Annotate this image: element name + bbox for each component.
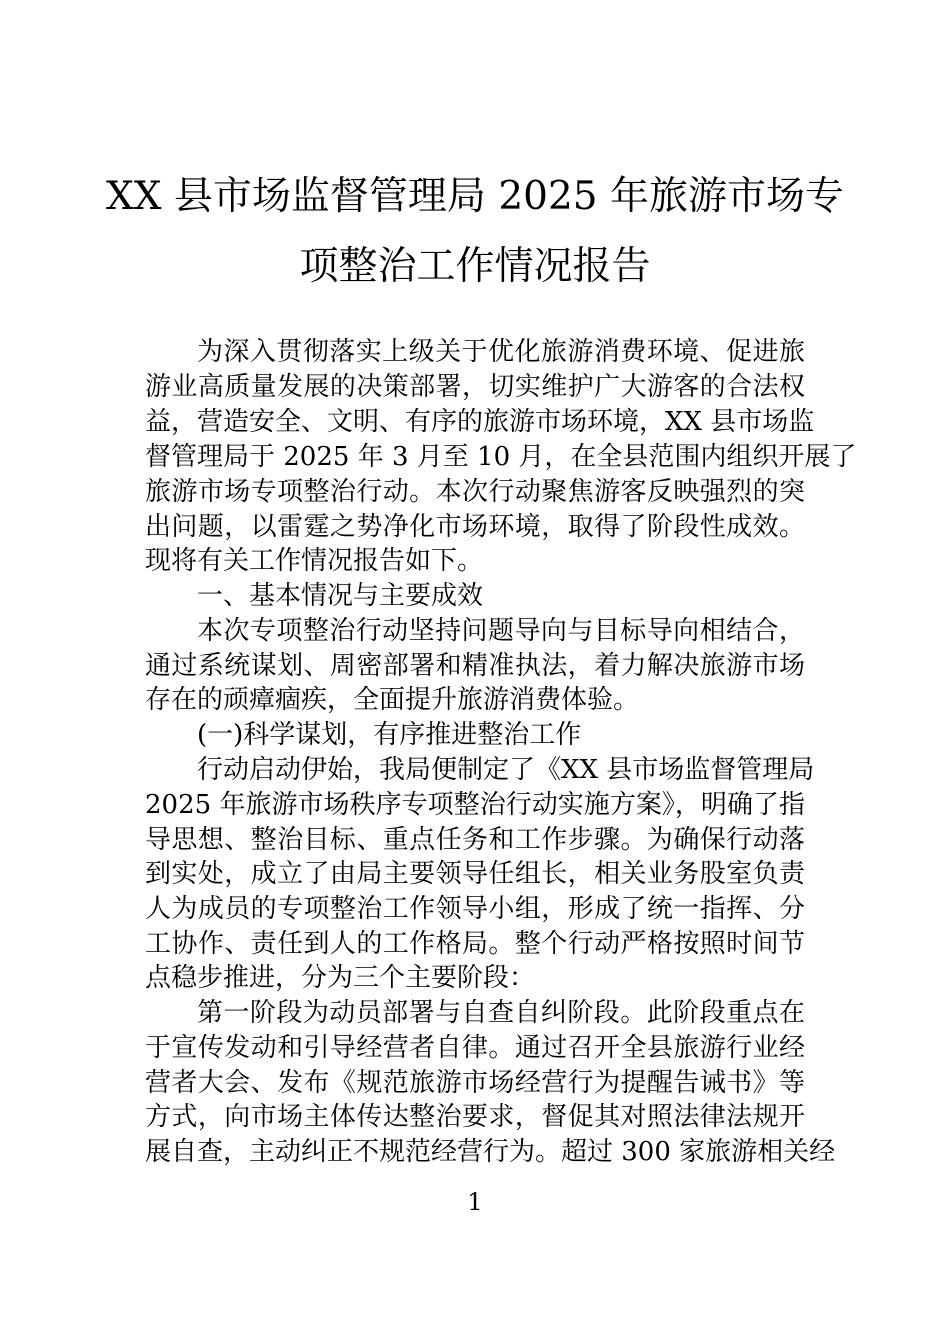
subsection-heading-1: (一)科学谋划，有序推进整治工作 [197, 720, 582, 750]
paragraph-3-line-5: 人为成员的专项整治工作领导小组，形成了统一指挥、分 [145, 894, 805, 924]
paragraph-1-line-3: 益，营造安全、文明、有序的旅游市场环境，XX 县市场监 [145, 407, 815, 437]
paragraph-2-line-1: 本次专项整治行动坚持问题导向与目标导向相结合， [197, 616, 805, 646]
paragraph-1-line-2: 游业高质量发展的决策部署，切实维护广大游客的合法权 [145, 372, 805, 402]
paragraph-4-line-4: 方式，向市场主体传达整治要求，督促其对照法律法规开 [145, 1102, 805, 1132]
paragraph-3-line-6: 工协作、责任到人的工作格局。整个行动严格按照时间节 [145, 929, 805, 959]
paragraph-2-line-2: 通过系统谋划、周密部署和精准执法，着力解决旅游市场 [145, 651, 805, 681]
paragraph-4-line-5: 展自查，主动纠正不规范经营行为。超过 300 家旅游相关经 [145, 1137, 836, 1167]
document-title-line-2: 项整治工作情况报告 [299, 244, 651, 289]
paragraph-3-line-4: 到实处，成立了由局主要领导任组长，相关业务股室负责 [145, 859, 805, 889]
paragraph-1-line-1: 为深入贯彻落实上级关于优化旅游消费环境、促进旅 [197, 337, 805, 367]
paragraph-4-line-3: 营者大会、发布《规范旅游市场经营行为提醒告诫书》等 [145, 1068, 805, 1098]
paragraph-3-line-1: 行动启动伊始，我局便制定了《XX 县市场监督管理局 [197, 755, 815, 785]
paragraph-4-line-1: 第一阶段为动员部署与自查自纠阶段。此阶段重点在 [197, 998, 805, 1028]
section-heading-1: 一、基本情况与主要成效 [197, 581, 484, 611]
paragraph-1-line-4: 督管理局于 2025 年 3 月至 10 月，在全县范围内组织开展了 [145, 442, 857, 472]
page-number: 1 [467, 1188, 483, 1216]
paragraph-3-line-3: 导思想、整治目标、重点任务和工作步骤。为确保行动落 [145, 825, 805, 855]
paragraph-3-line-2: 2025 年旅游市场秩序专项整治行动实施方案》，明确了指 [145, 790, 805, 820]
paragraph-4-line-2: 于宣传发动和引导经营者自律。通过召开全县旅游行业经 [145, 1033, 805, 1063]
document-title-line-1: XX 县市场监督管理局 2025 年旅游市场专 [106, 174, 844, 219]
paragraph-1-line-6: 出问题，以雷霆之势净化市场环境，取得了阶段性成效。 [145, 512, 805, 542]
paragraph-1-line-5: 旅游市场专项整治行动。本次行动聚焦游客反映强烈的突 [145, 477, 805, 507]
paragraph-3-line-7: 点稳步推进，分为三个主要阶段： [145, 963, 536, 993]
paragraph-1-line-7: 现将有关工作情况报告如下。 [145, 546, 484, 576]
paragraph-2-line-3: 存在的顽瘴痼疾，全面提升旅游消费体验。 [145, 685, 640, 715]
